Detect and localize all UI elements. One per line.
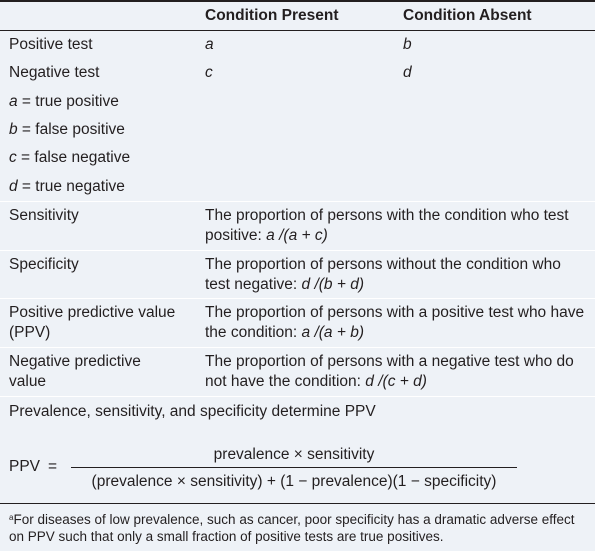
specificity-description — [205, 255, 589, 295]
footnote-text: For diseases of low prevalence, such as cancer, poor specificity has a dramatic adverse effect on PPV such that only a small fraction of positive tests are true positives. — [9, 512, 575, 544]
npv-description — [205, 352, 589, 392]
table-top-rule — [0, 0, 595, 2]
row-divider — [0, 201, 595, 202]
ppv-description — [205, 303, 589, 343]
equation-equals: = — [48, 458, 58, 475]
sensitivity-text: The proportion of persons with the condition who test positive: — [205, 207, 569, 244]
ppv-formula: a /(a + b) — [301, 324, 364, 341]
legend-d-var: d — [9, 178, 18, 195]
legend-b-text: = false positive — [17, 121, 125, 138]
prevalence-statement: Prevalence, sensitivity, and specificity determine PPV — [9, 403, 376, 420]
footnote — [9, 511, 589, 545]
legend-c-text: = false negative — [16, 149, 131, 166]
negative-present-cell: c — [205, 64, 213, 81]
legend-a — [9, 92, 119, 112]
sensitivity-description — [205, 206, 589, 246]
negative-test-label: Negative test — [9, 64, 100, 81]
sensitivity-formula: a /(a + c) — [266, 227, 328, 244]
ppv-label: Positive predictive value (PPV) — [9, 304, 176, 341]
row-divider — [0, 347, 595, 348]
negative-absent-cell: d — [403, 64, 412, 81]
row-divider — [0, 250, 595, 251]
specificity-formula: d /(b + d) — [301, 276, 364, 293]
legend-d — [9, 177, 125, 197]
equation-numerator: prevalence × sensitivity — [213, 446, 375, 463]
sensitivity-label: Sensitivity — [9, 207, 79, 224]
legend-b — [9, 120, 125, 140]
equation-denominator: (prevalence × sensitivity) + (1 − prevalence)(1 − specificity) — [91, 473, 497, 490]
npv-text: The proportion of persons with a negative test who do not have the condition: — [205, 353, 574, 390]
specificity-label: Specificity — [9, 256, 79, 273]
legend-a-text: = true positive — [17, 93, 119, 110]
header-rule — [0, 30, 595, 31]
legend-c-var: c — [9, 149, 17, 166]
ppv-text: The proportion of persons with a positive test who have the condition: — [205, 304, 585, 341]
specificity-text: The proportion of persons without the condition who test negative: — [205, 256, 561, 293]
equation-lhs: PPV — [9, 458, 41, 475]
positive-test-label: Positive test — [9, 36, 93, 53]
footnote-marker: a — [9, 513, 14, 522]
legend-a-var: a — [9, 93, 18, 110]
npv-formula: d /(c + d) — [365, 373, 427, 390]
positive-present-cell: a — [205, 36, 214, 53]
legend-d-text: = true negative — [17, 178, 125, 195]
row-divider — [0, 396, 595, 397]
legend-c — [9, 148, 130, 168]
header-condition-present: Condition Present — [205, 7, 339, 24]
npv-label: Negative predictive value — [9, 353, 141, 390]
table-bottom-rule — [0, 503, 595, 504]
row-divider — [0, 298, 595, 299]
positive-absent-cell: b — [403, 36, 412, 53]
legend-b-var: b — [9, 121, 18, 138]
header-condition-absent: Condition Absent — [403, 7, 532, 24]
fraction-bar — [71, 467, 517, 468]
